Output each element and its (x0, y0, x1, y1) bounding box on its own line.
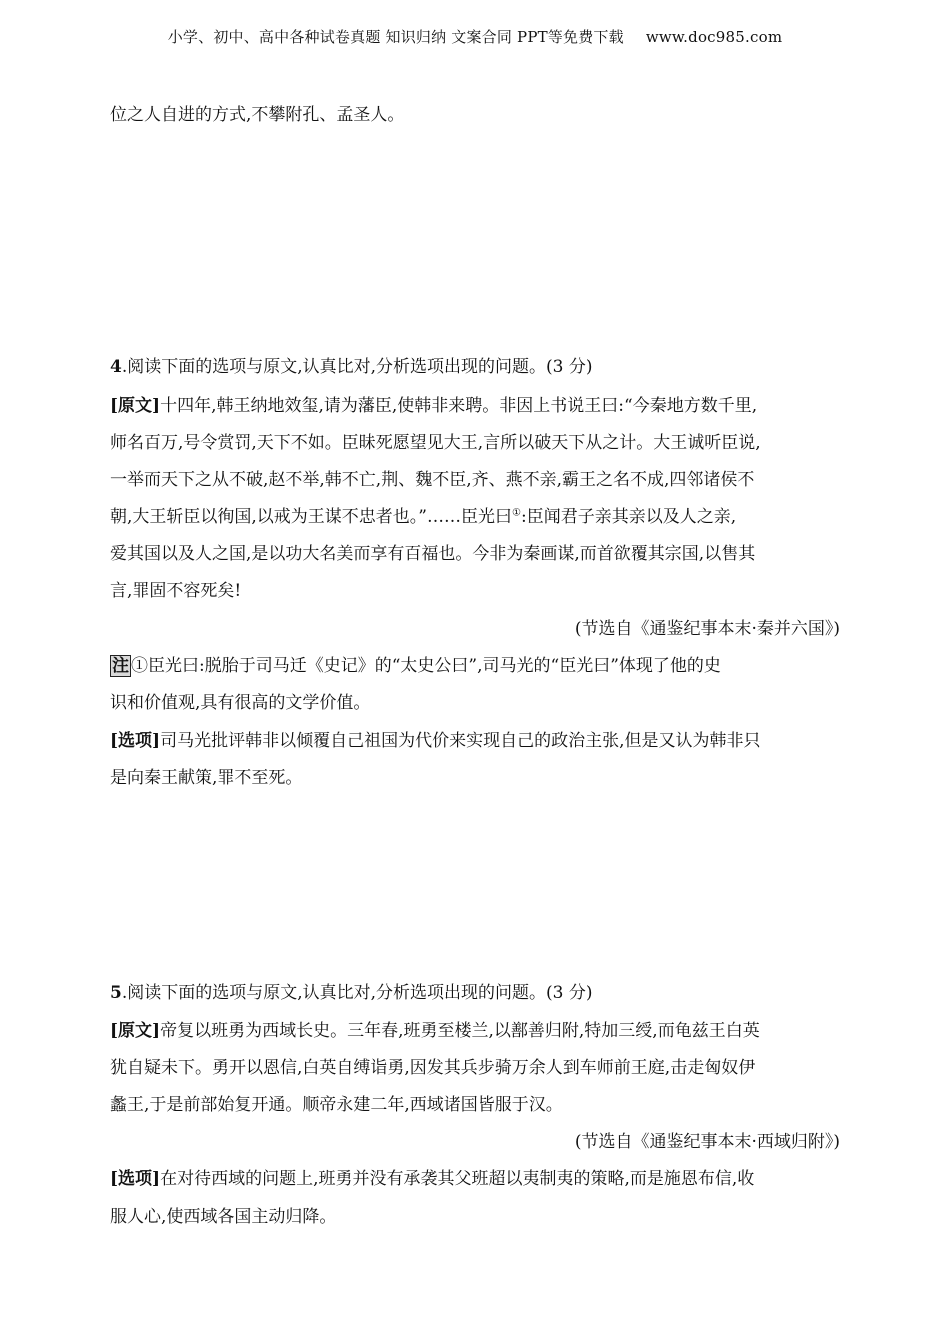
q4-yuanwen-tag: [原文] (110, 396, 161, 416)
q4-original-line-5: 爱其国以及人之国,是以功大名美而享有百福也。今非为秦画谋,而首欲覆其宗国,以售其 (110, 544, 756, 564)
header-url: www.doc985.com (645, 28, 783, 46)
header-left-text: 小学、初中、高中各种试卷真题 知识归纳 文案合同 PPT等免费下载 (167, 28, 624, 46)
page-header (0, 26, 950, 47)
q4-note-line-2: 识和价值观,具有很高的文学价值。 (110, 693, 371, 713)
q5-source: (节选自《通鉴纪事本末·西域归附》) (574, 1132, 840, 1152)
q4-option-line-2: 是向秦王献策,罪不至死。 (110, 768, 303, 788)
footnote-marker: ① (512, 507, 521, 519)
q5-prompt-text: .阅读下面的选项与原文,认真比对,分析选项出现的问题。(3 分) (121, 983, 593, 1003)
q5-original-line-3: 蠡王,于是前部始复开通。顺帝永建二年,西域诸国皆服于汉。 (110, 1095, 563, 1115)
q4-option-text-1: 司马光批评韩非以倾覆自己祖国为代价来实现自己的政治主张,但是又认为韩非只 (160, 731, 761, 751)
q4-xuanxiang-tag: [选项] (110, 731, 161, 751)
q4-original-text-4: 朝,大王斩臣以徇国,以戒为王谋不忠者也。”……臣光曰 (110, 507, 512, 527)
q4-original-line-2: 师名百万,号令赏罚,天下不如。臣昧死愿望见大王,言所以破天下从之计。大王诚听臣说, (110, 433, 761, 453)
q4-original-text-1: 十四年,韩王纳地效玺,请为藩臣,使韩非来聘。非因上书说王曰:“今秦地方数千里, (160, 396, 758, 416)
intro-line: 位之人自进的方式,不攀附孔、孟圣人。 (110, 105, 405, 125)
q5-number: 5 (110, 983, 122, 1003)
q4-number: 4 (110, 357, 122, 377)
q4-original-line-3: 一举而天下之从不破,赵不举,韩不亡,荆、魏不臣,齐、燕不亲,霸王之名不成,四邻诸侯不 (110, 470, 755, 490)
q5-option-line-1 (110, 1167, 840, 1191)
q4-original-line-6: 言,罪固不容死矣! (110, 581, 242, 601)
q5-option-text-1: 在对待西域的问题上,班勇并没有承袭其父班超以夷制夷的策略,而是施恩布信,收 (160, 1169, 755, 1189)
q5-yuanwen-tag: [原文] (110, 1021, 161, 1041)
q4-option-line-1 (110, 729, 840, 753)
q4-note-text-1: ①臣光曰:脱胎于司马迁《史记》的“太史公曰”,司马光的“臣光曰”体现了他的史 (131, 656, 721, 676)
q5-original-line-2: 犹自疑未下。勇开以恩信,白英自缚诣勇,因发其兵步骑万余人到车师前王庭,击走匈奴伊 (110, 1058, 756, 1078)
q5-original-text-1: 帝复以班勇为西域长史。三年春,班勇至楼兰,以鄯善归附,特加三绶,而龟兹王白英 (160, 1021, 760, 1041)
q4-note-line-1 (110, 654, 840, 678)
q4-prompt-text: .阅读下面的选项与原文,认真比对,分析选项出现的问题。(3 分) (121, 357, 593, 377)
q4-note-tag: 注 (112, 656, 129, 676)
q4-original-text-4b: :臣闻君子亲其亲以及人之亲, (520, 507, 737, 527)
q4-source: (节选自《通鉴纪事本末·秦并六国》) (574, 619, 840, 639)
q5-xuanxiang-tag: [选项] (110, 1169, 161, 1189)
q4-original-line-4 (110, 505, 840, 529)
q5-original-line-1 (110, 1019, 840, 1043)
q5-prompt (110, 981, 840, 1005)
q4-prompt (110, 355, 840, 379)
q4-original-line-1 (110, 394, 840, 418)
q5-option-line-2: 服人心,使西域各国主动归降。 (110, 1207, 337, 1227)
